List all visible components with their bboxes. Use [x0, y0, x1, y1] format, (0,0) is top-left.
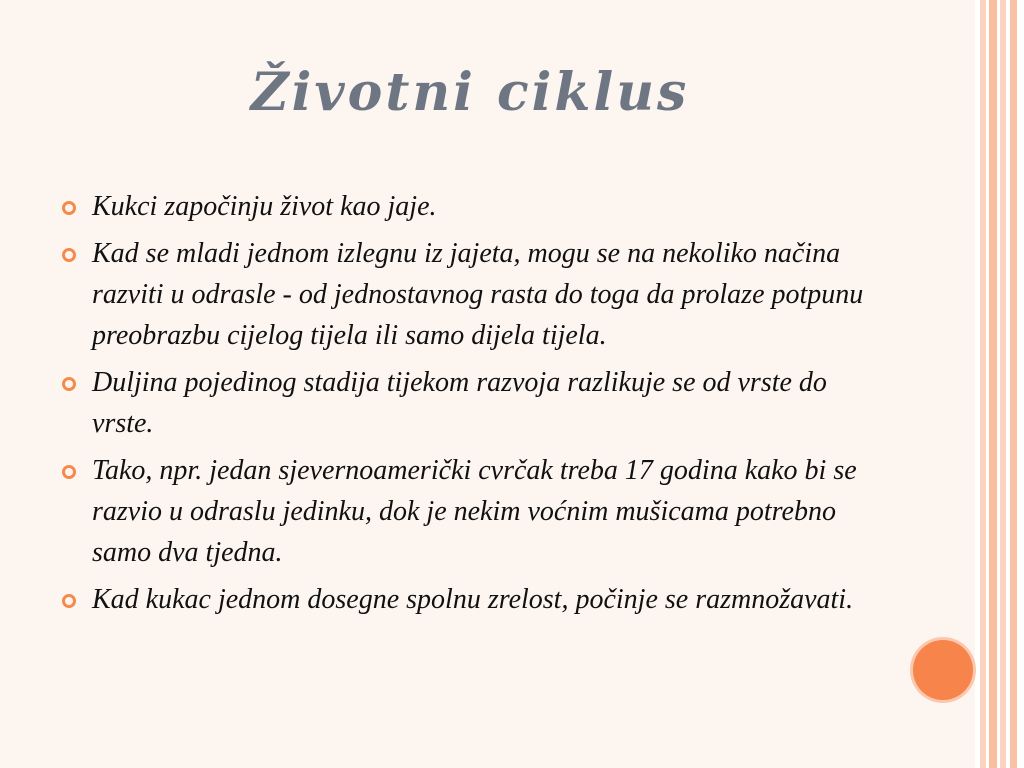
bullet-item — [62, 450, 892, 573]
circle-bullet-icon — [62, 465, 76, 479]
bullet-text: Kad kukac jednom dosegne spolnu zrelost, počinje se razmnožavati. — [92, 584, 854, 615]
bullet-text: Duljina pojedinog stadija tijekom razvoja razlikuje se od vrste do vrste. — [92, 367, 827, 439]
decorative-stripe — [1010, 0, 1017, 768]
decorative-stripe — [1000, 0, 1006, 768]
decorative-stripe — [980, 0, 986, 768]
decorative-stripe — [989, 0, 997, 768]
decorative-circle-icon — [913, 640, 973, 700]
bullet-list — [62, 186, 892, 626]
slide-title: Životni ciklus — [250, 62, 690, 123]
bullet-text: Kukci započinju život kao jaje. — [92, 191, 437, 222]
circle-bullet-icon — [62, 377, 76, 391]
bullet-item — [62, 233, 892, 356]
bullet-item — [62, 579, 892, 620]
circle-bullet-icon — [62, 248, 76, 262]
bullet-text: Tako, npr. jedan sjevernoamerički cvrčak treba 17 godina kako bi se razvio u odraslu jedinku, dok je nekim voćnim mušicama potrebno samo dva tjedna. — [92, 455, 857, 568]
circle-bullet-icon — [62, 594, 76, 608]
bullet-text: Kad se mladi jednom izlegnu iz jajeta, mogu se na nekoliko načina razviti u odrasle - od jednostavnog rasta do toga da prolaze potpunu preobrazbu cijelog tijela ili samo dijela tijela. — [92, 238, 864, 351]
circle-bullet-icon — [62, 201, 76, 215]
bullet-item — [62, 186, 892, 227]
bullet-item — [62, 362, 892, 444]
